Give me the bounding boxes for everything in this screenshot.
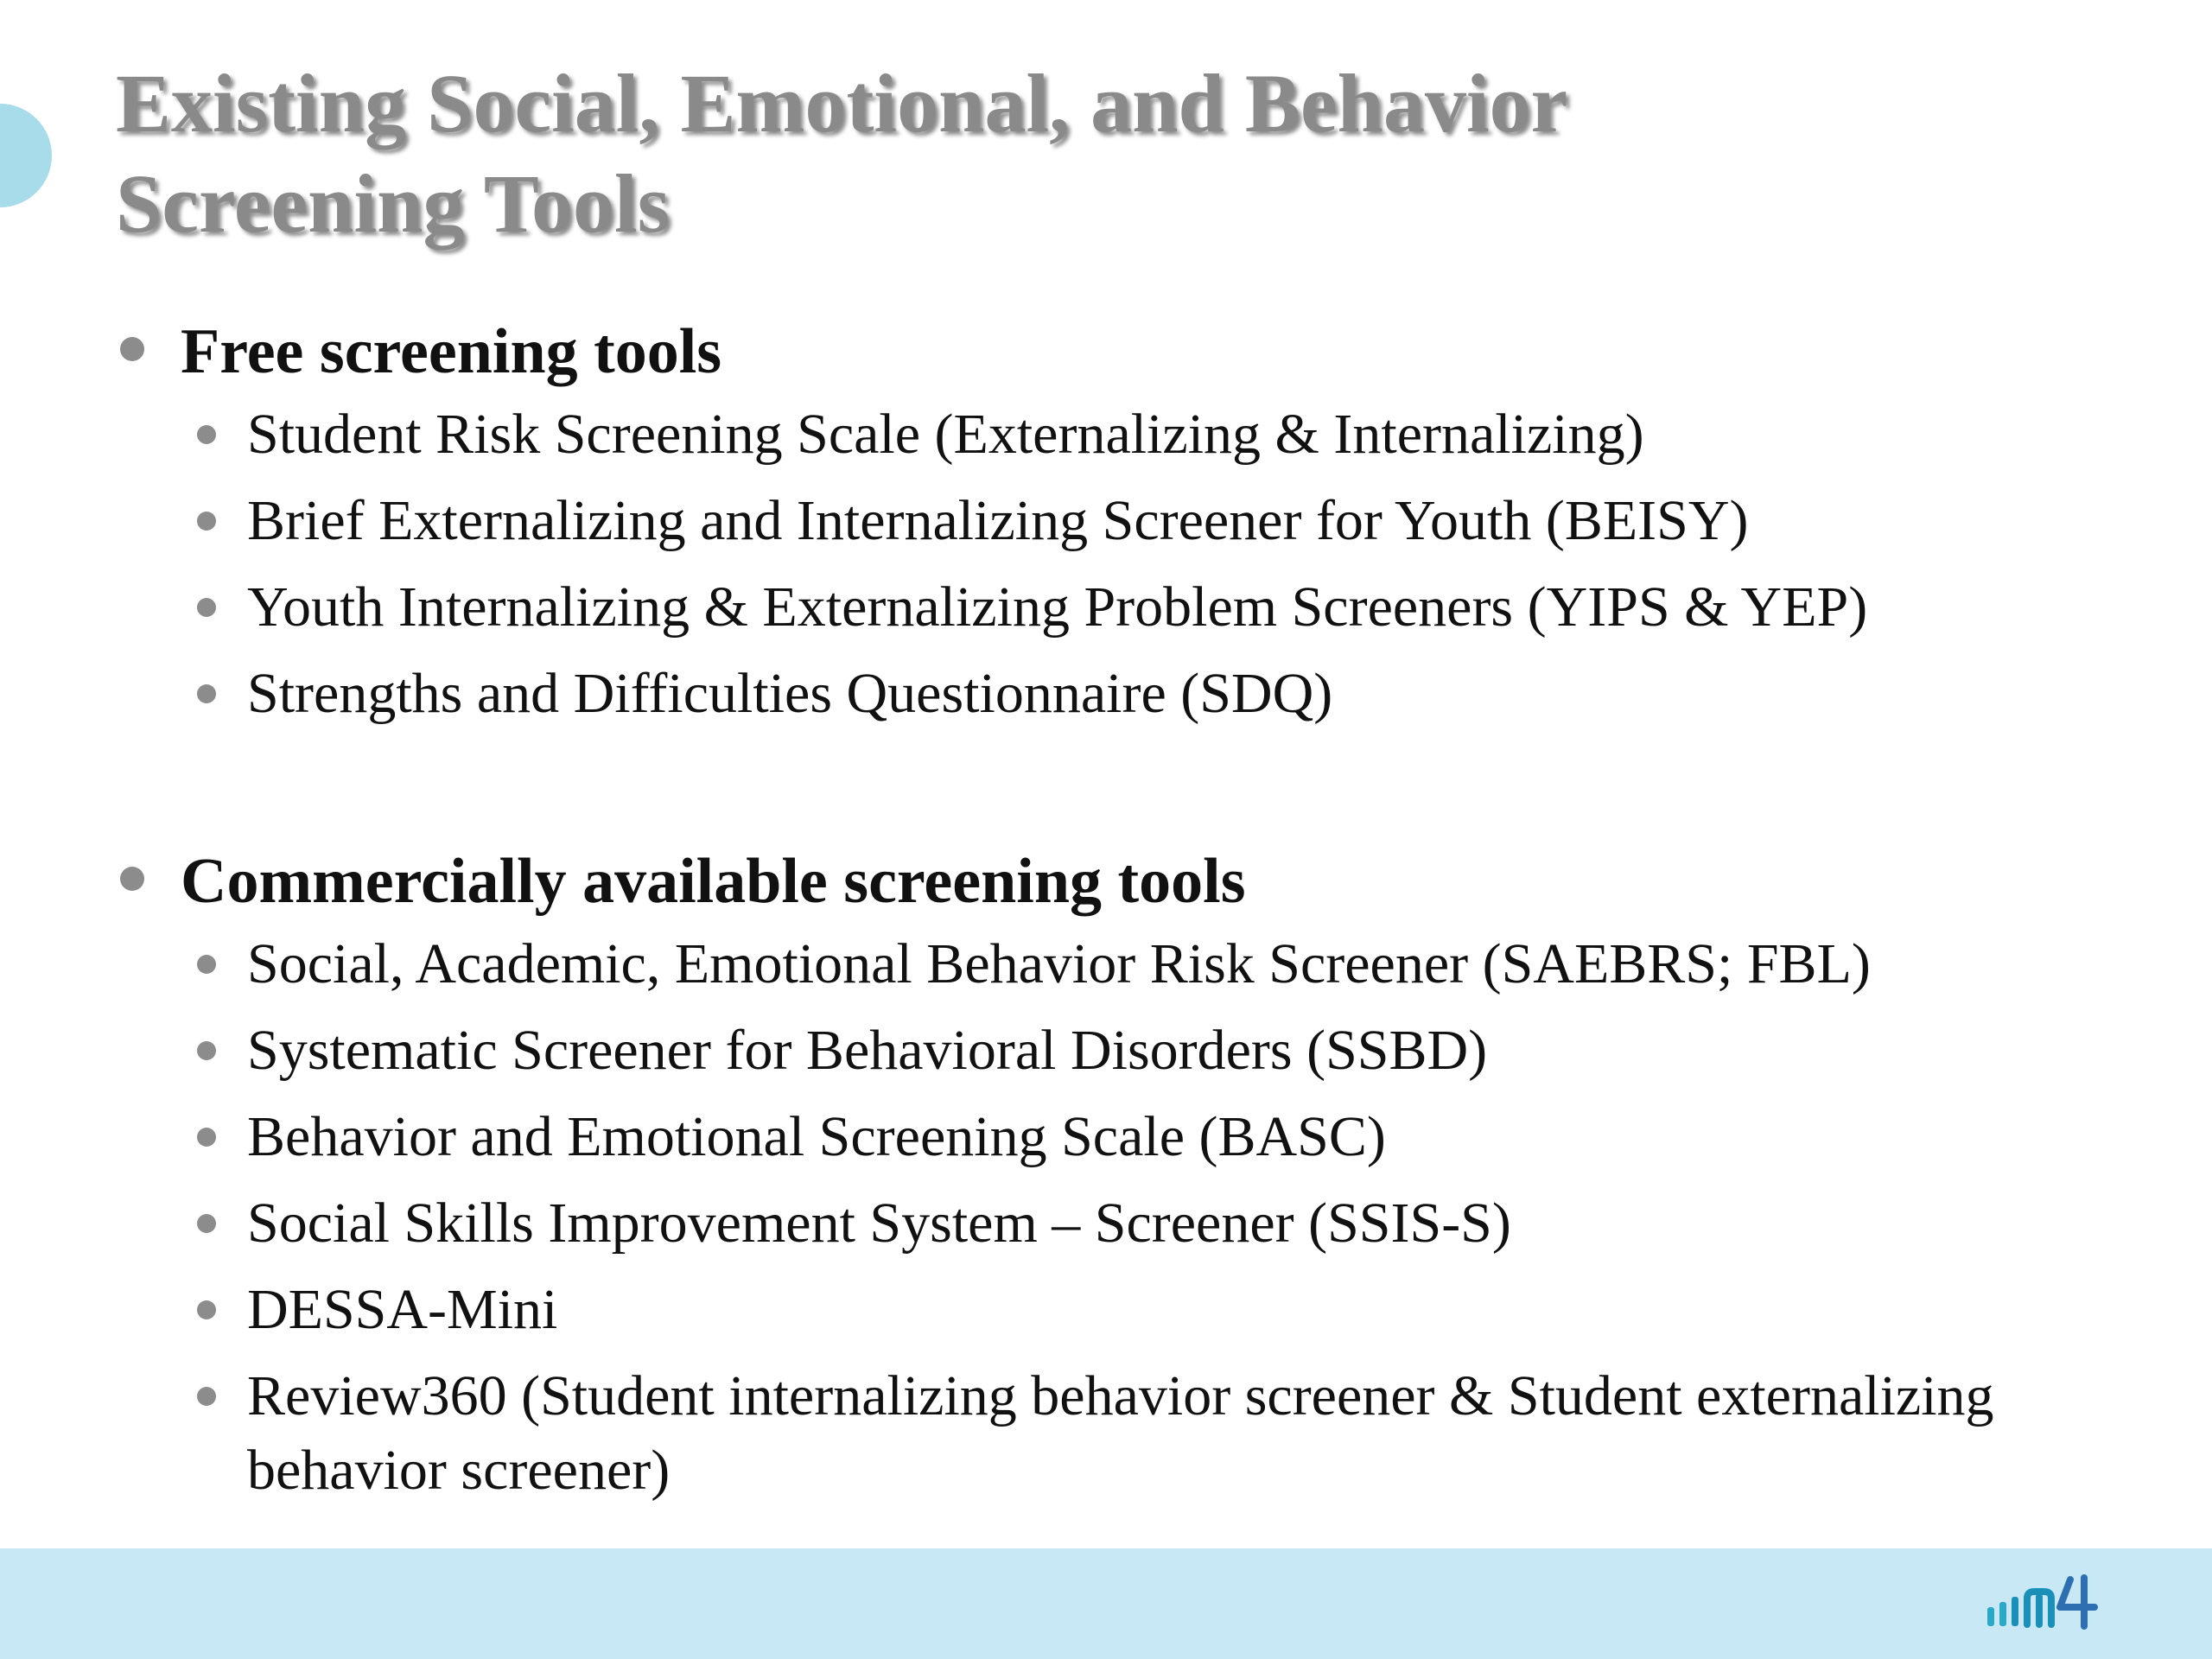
accent-circle	[0, 104, 52, 207]
list-item	[116, 1186, 2103, 1261]
list-item-text: Social, Academic, Emotional Behavior Risk Screener (SAEBRS; FBL)	[247, 932, 1871, 995]
commercial-tools-heading-row	[116, 842, 2103, 920]
free-tools-section	[116, 313, 2103, 743]
slide-title	[116, 54, 2017, 254]
bullet-icon	[197, 1128, 216, 1147]
bullet-icon	[120, 337, 144, 361]
list-item-text: DESSA-Mini	[247, 1278, 558, 1341]
commercial-tools-section	[116, 842, 2103, 1520]
list-item	[116, 927, 2103, 1001]
list-item-text: Social Skills Improvement System – Screener (SSIS-S)	[247, 1192, 1511, 1255]
free-tools-list	[116, 397, 2103, 731]
bullet-icon	[197, 1387, 216, 1406]
bullet-icon	[197, 684, 216, 703]
free-tools-heading-row	[116, 313, 2103, 391]
list-item-text: Systematic Screener for Behavioral Disorders (SSBD)	[247, 1019, 1488, 1082]
list-item	[116, 484, 2103, 558]
list-item	[116, 1273, 2103, 1347]
bullet-icon	[197, 1300, 216, 1319]
commercial-tools-heading: Commercially available screening tools	[181, 846, 1246, 917]
list-item-text: Youth Internalizing & Externalizing Problem Screeners (YIPS & YEP)	[247, 575, 1868, 639]
list-item	[116, 1014, 2103, 1088]
list-item	[116, 397, 2103, 472]
list-item	[116, 1359, 2018, 1508]
list-item	[116, 570, 2103, 645]
bullet-icon	[197, 1214, 216, 1233]
title-line-1: Existing Social, Emotional, and Behavior	[116, 57, 1568, 149]
bullet-icon	[197, 512, 216, 531]
list-item-text: Strengths and Difficulties Questionnaire (SDQ)	[247, 662, 1333, 725]
list-item-text: Behavior and Emotional Screening Scale (BASC)	[247, 1105, 1386, 1168]
list-item-text: Student Risk Screening Scale (Externalizing & Internalizing)	[247, 403, 1644, 466]
commercial-tools-list	[116, 927, 2103, 1508]
free-tools-heading: Free screening tools	[181, 316, 722, 387]
list-item-text: Brief Externalizing and Internalizing Screener for Youth (BEISY)	[247, 489, 1749, 552]
footer-bar	[0, 1548, 2212, 1659]
m4-logo-icon	[1984, 1573, 2105, 1635]
list-item-text: Review360 (Student internalizing behavior screener & Student externalizing behavior screener)	[247, 1364, 1994, 1502]
bullet-icon	[197, 425, 216, 444]
title-line-2: Screening Tools	[116, 157, 671, 250]
list-item	[116, 1100, 2103, 1174]
bullet-icon	[197, 955, 216, 974]
bullet-icon	[197, 598, 216, 617]
bullet-icon	[120, 867, 144, 891]
list-item	[116, 657, 2103, 731]
bullet-icon	[197, 1041, 216, 1060]
